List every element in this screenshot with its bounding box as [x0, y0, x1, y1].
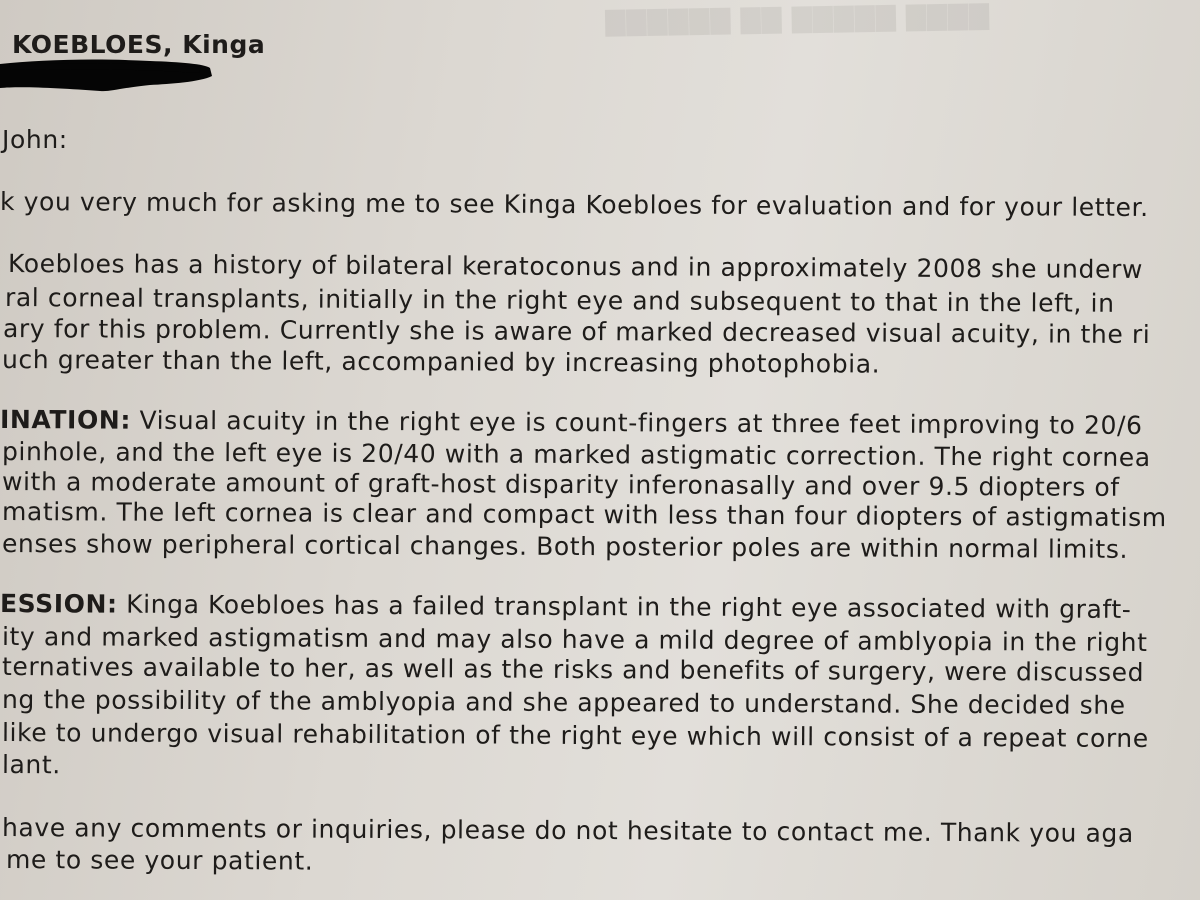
examination-label: INATION:	[0, 405, 132, 435]
examination-line-4: matism. The left cornea is clear and compact with less than four diopters of astigmatism	[1, 497, 1167, 533]
impression-line-4: ng the possibility of the amblyopia and she appeared to understand. She decided she	[1, 685, 1126, 720]
impression-line-1	[0, 589, 1131, 624]
examination-line-3: with a moderate amount of graft-host disparity inferonasally and over 9.5 diopters of	[1, 467, 1120, 502]
impression-text: Kinga Koebloes has a failed transplant in the right eye associated with graft-	[117, 589, 1132, 624]
impression-line-3: ternatives available to her, as well as the risks and benefits of surgery, were discussed	[1, 652, 1145, 687]
impression-line-6: lant.	[1, 750, 61, 780]
show-through-text: ▇▇▇▇ ▇▇▇▇▇ ▇▇ ▇▇▇▇▇▇	[604, 0, 990, 38]
salutation: John:	[2, 125, 68, 154]
examination-line-2: pinhole, and the left eye is 20/40 with a marked astigmatic correction. The right cornea	[1, 437, 1151, 473]
history-line-1: Koebloes has a history of bilateral keratoconus and in approximately 2008 she underw	[7, 249, 1143, 284]
impression-line-2: ity and marked astigmatism and may also have a mild degree of amblyopia in the right	[1, 622, 1148, 657]
history-line-4: uch greater than the left, accompanied by increasing photophobia.	[1, 345, 881, 379]
history-line-3: ary for this problem. Currently she is aware of marked decreased visual acuity, in the ri	[2, 314, 1151, 350]
closing-line-2: me to see your patient.	[5, 845, 314, 876]
redaction-mark	[0, 58, 215, 94]
closing-line-1: have any comments or inquiries, please do not hesitate to contact me. Thank you aga	[1, 813, 1134, 848]
examination-text: Visual acuity in the right eye is count-fingers at three feet improving to 20/6	[130, 405, 1143, 440]
examination-line-5: enses show peripheral cortical changes. Both posterior poles are within normal limits.	[1, 529, 1129, 564]
examination-line-1	[0, 405, 1143, 440]
impression-line-5: like to undergo visual rehabilitation of the right eye which will consist of a repeat corne	[1, 718, 1149, 754]
patient-name: KOEBLOES, Kinga	[12, 30, 266, 59]
intro-paragraph: k you very much for asking me to see Kinga Koebloes for evaluation and for your letter.	[0, 187, 1149, 223]
impression-label: ESSION:	[0, 589, 118, 619]
history-line-2: ral corneal transplants, initially in the right eye and subsequent to that in the left, in	[4, 283, 1115, 318]
